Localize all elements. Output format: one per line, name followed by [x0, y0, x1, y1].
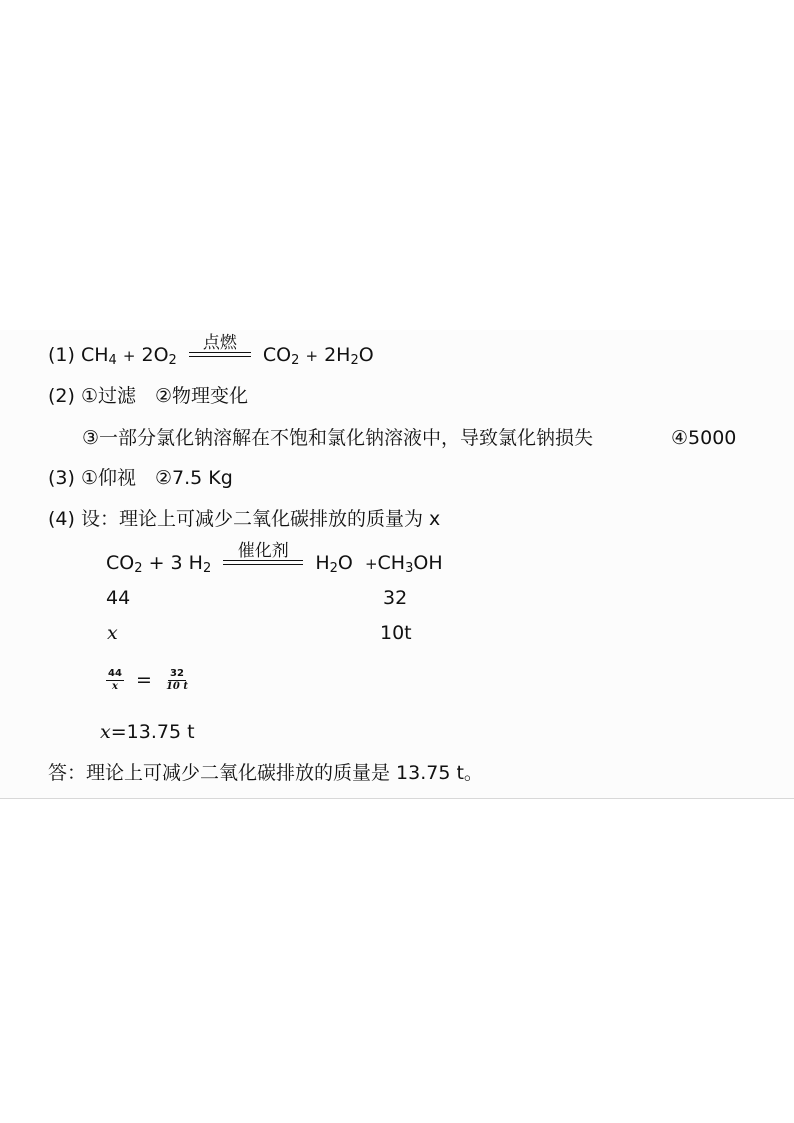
q1-reaction-arrow: [189, 333, 251, 367]
q4-setup: 设：理论上可减少二氧化碳排放的质量为 x: [80, 508, 441, 530]
q4-result-value: =13.75 t: [110, 721, 195, 743]
q4-equals: =: [135, 669, 152, 691]
q4-h2: + 3 $H_2$: [148, 552, 212, 576]
q4-var-x: x: [107, 622, 118, 644]
q4-fraction-left: $\frac{44}{x}$: [108, 668, 122, 692]
q4-proportion: [106, 668, 190, 693]
q3-line: [48, 466, 233, 490]
q1-plus: +: [122, 347, 136, 365]
final-answer: 答：理论上可减少二氧化碳排放的质量是 13.75 t。: [48, 762, 483, 784]
q3-answers: ①仰视 ②7.5 Kg: [80, 467, 233, 489]
q1-o2: $2O_2$: [141, 344, 177, 368]
q4-ch3oh: $CH_3OH$: [377, 552, 443, 576]
q1-condition: 点燃: [202, 333, 237, 353]
q4-equation: [106, 541, 443, 576]
q4-mass-co2: 44: [106, 587, 131, 609]
q1-ch4: $CH_4$: [80, 344, 117, 368]
q2-answer-3: ③一部分氯化钠溶解在不饱和氯化钠溶液中，导致氯化钠损失: [82, 427, 594, 449]
q4-label: (4): [48, 508, 75, 530]
q4-co2: $CO_2$: [106, 552, 143, 576]
q2-label: (2): [48, 385, 75, 407]
q1-co2: $CO_2$: [262, 344, 300, 368]
q2-answers-1-2: ①过滤 ②物理变化: [80, 385, 249, 407]
q2-line1: [48, 384, 248, 408]
q4-result-var: x: [100, 721, 111, 743]
q4-given-mass: 10t: [380, 622, 412, 644]
q4-condition: 催化剂: [237, 541, 289, 561]
q4-setup-line: [48, 507, 440, 531]
q4-reaction-arrow: [223, 541, 303, 575]
q4-mass-ch3oh: 32: [383, 587, 408, 609]
q3-label: (3): [48, 467, 75, 489]
q1-h2o: $2H_2O$: [324, 344, 374, 368]
q1-label: (1): [48, 344, 75, 366]
q4-fraction-right: $\frac{32}{10 t}$: [165, 668, 188, 692]
q4-result: [100, 720, 195, 744]
q4-plus: +: [364, 555, 378, 573]
q1-plus2: +: [305, 347, 319, 365]
q4-h2o: $H_2O$: [315, 552, 353, 576]
q1-line: [48, 333, 374, 368]
q2-answer-4: ④5000: [671, 427, 737, 449]
q2-line2: [82, 426, 593, 450]
